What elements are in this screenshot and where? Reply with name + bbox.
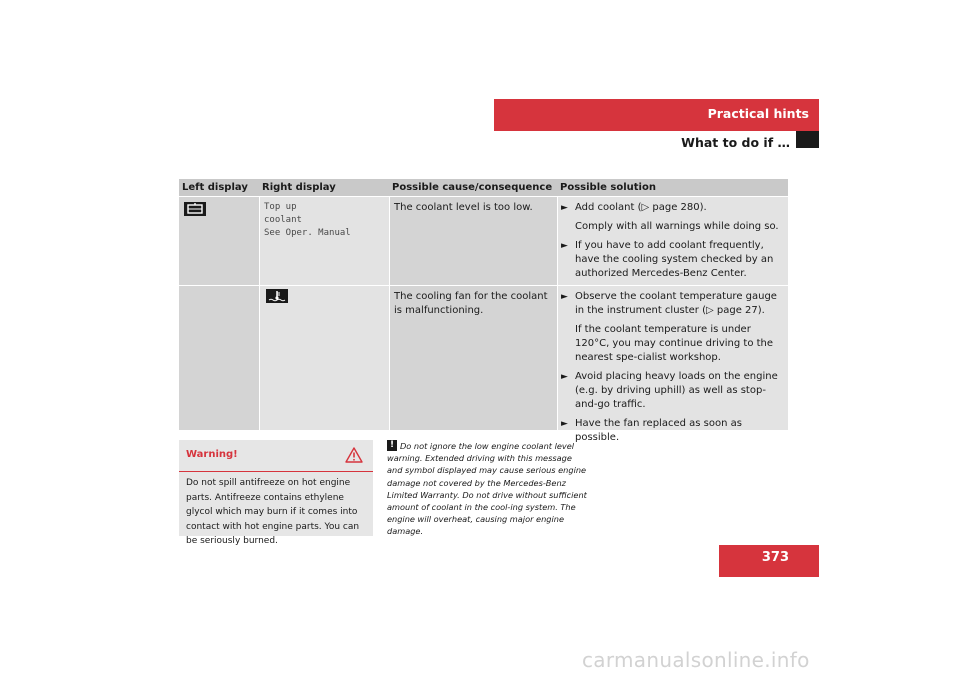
table-header <box>179 179 788 196</box>
warning-header <box>179 440 373 472</box>
page-number: 373 <box>761 550 789 565</box>
left-display-cell <box>179 197 259 285</box>
bullet-arrow-icon: ► <box>561 241 568 251</box>
warning-box <box>179 440 373 547</box>
coolant-temperature-icon <box>266 289 288 303</box>
right-display-cell <box>260 286 389 430</box>
column-header-solution: Possible solution <box>560 182 656 193</box>
table-row <box>179 197 788 285</box>
solution-step: ► Have the fan replaced as soon as possible. <box>561 418 742 443</box>
exclamation-icon: ! <box>387 440 397 451</box>
header-marker-block <box>796 131 819 148</box>
solution-note: If the coolant temperature is under 120°C, you may continue driving to the nearest spe-cialist workshop. <box>575 324 774 363</box>
notice-text: Do not ignore the low engine coolant level warning. Extended driving with this message and symbol displayed may cause serious engine damage not covered by the Mercedes-Benz Limited Warranty. Do not drive without sufficient amount of coolant in the cool-ing system. The engine will overheat, causing major engine damage. <box>387 441 587 537</box>
bullet-arrow-icon: ► <box>561 419 568 429</box>
solution-cell <box>558 197 788 285</box>
notice-block <box>387 440 587 538</box>
solution-note: Comply with all warnings while doing so. <box>575 221 779 232</box>
troubleshooting-table <box>179 179 788 443</box>
cause-cell <box>390 286 557 430</box>
watermark: carmanualsonline.info <box>582 648 810 672</box>
warning-title: Warning! <box>186 449 238 460</box>
display-message-line: Top up <box>264 202 297 212</box>
page-number-box <box>719 545 819 577</box>
bullet-arrow-icon: ► <box>561 292 568 302</box>
solution-cell <box>558 286 788 443</box>
column-header-cause: Possible cause/consequence <box>392 182 553 193</box>
bullet-arrow-icon: ► <box>561 203 568 213</box>
solution-step: ► If you have to add coolant frequently, have the cooling system checked by an authorized Mercedes-Benz Center. <box>561 240 774 279</box>
display-message-line: coolant <box>264 215 302 225</box>
subsection-title: What to do if … <box>681 135 790 150</box>
left-display-cell <box>179 286 259 430</box>
warning-triangle-icon <box>345 447 363 463</box>
column-header-right-display: Right display <box>262 182 336 193</box>
column-header-left-display: Left display <box>182 182 248 193</box>
solution-step: ► Observe the coolant temperature gauge in the instrument cluster (▷ page 27). <box>561 291 777 316</box>
warning-text: Do not spill antifreeze on hot engine parts. Antifreeze contains ethylene glycol which may burn if it comes into contact with hot engine parts. You can be seriously burned. <box>186 478 360 547</box>
table-row <box>179 286 788 443</box>
section-header-bar <box>494 99 819 131</box>
solution-step: ► Avoid placing heavy loads on the engine (e.g. by driving uphill) as well as stop-and-go traffic. <box>561 371 778 410</box>
section-title: Practical hints <box>707 106 809 121</box>
right-display-cell <box>260 197 389 285</box>
cause-cell <box>390 197 557 285</box>
cause-text: The cooling fan for the coolant is malfunctioning. <box>394 291 548 316</box>
solution-step: ► Add coolant (▷ page 280). <box>561 202 707 213</box>
coolant-level-icon <box>184 202 206 216</box>
bullet-arrow-icon: ► <box>561 372 568 382</box>
display-message-line: See Oper. Manual <box>264 228 351 238</box>
cause-text: The coolant level is too low. <box>394 202 533 213</box>
